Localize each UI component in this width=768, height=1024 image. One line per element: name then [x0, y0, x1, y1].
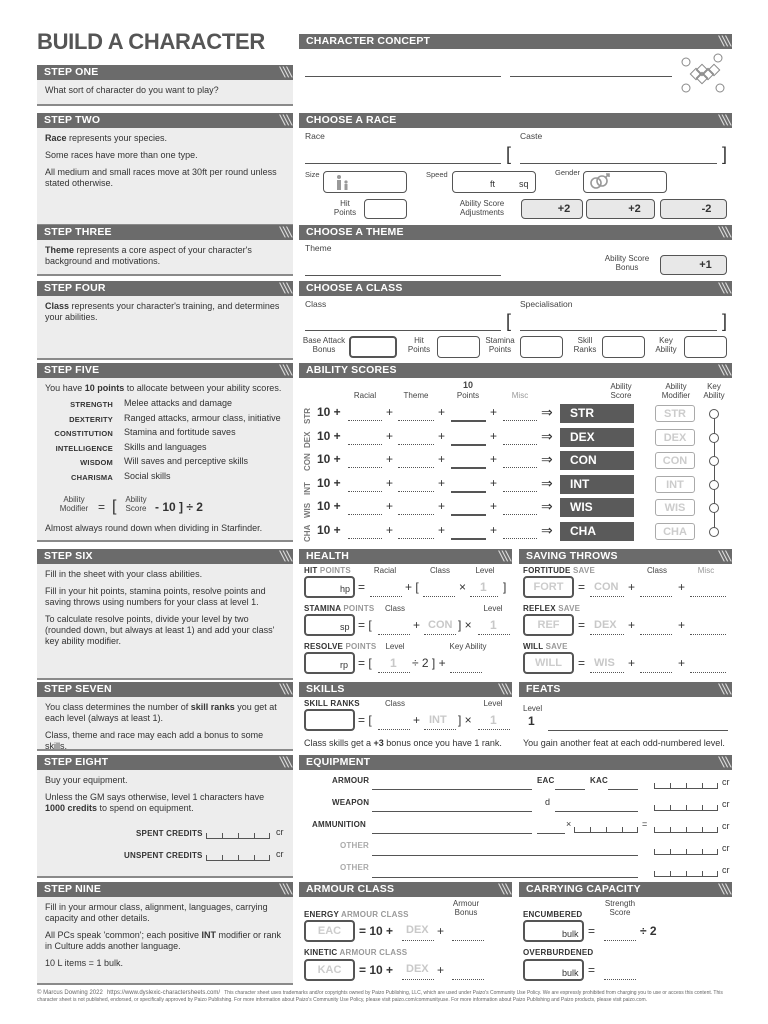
theme-field[interactable] — [398, 491, 434, 492]
step-nine-header: STEP NINE ╲╲╲ — [37, 882, 293, 897]
class-field[interactable] — [305, 330, 501, 331]
step-one-panel — [37, 80, 293, 106]
save-class-field[interactable] — [640, 634, 672, 635]
step-nine-panel: Fill in your armour class, alignment, languages, carrying capacity and other details. All PCs speak 'common'; each positive INT modifier or rank in Culture adds another language. 10 L items = 1 bulk. — [37, 897, 293, 985]
class-skills-note: Class skills get a +3 bonus once you have 1 rank. — [304, 738, 502, 748]
save-ability-field — [590, 672, 624, 673]
save-heading: WILL SAVE — [523, 642, 568, 651]
step-six-header: STEP SIX ╲╲╲ — [37, 549, 293, 564]
other-item-2-field[interactable] — [372, 877, 638, 878]
credits-unit: cr — [722, 865, 730, 875]
class-stamina-field[interactable] — [520, 336, 563, 358]
feats-header: FEATS ╲╲╲ — [519, 682, 732, 697]
arrow-icon: ⇒ — [541, 474, 553, 491]
ability-base: 10 + — [317, 475, 341, 490]
strength-score-field[interactable] — [604, 940, 636, 941]
key-ability-radio[interactable] — [709, 409, 719, 419]
skill-ranks-field[interactable] — [304, 709, 355, 731]
equals-sign: = — [578, 656, 586, 670]
equipment-header: EQUIPMENT ╲╲╲ — [299, 755, 732, 770]
misc-field[interactable] — [503, 420, 537, 421]
points-field[interactable] — [451, 467, 486, 469]
key-ability-radio[interactable] — [709, 503, 719, 513]
save-ability: CON — [594, 581, 619, 593]
save-class-field[interactable] — [640, 596, 672, 597]
step-five-header: STEP FIVE ╲╲╲ — [37, 363, 293, 378]
race-adjustment-3[interactable]: -2 — [660, 199, 727, 219]
plus-sign: + — [386, 499, 394, 513]
ability-name: CONSTITUTION — [54, 429, 113, 439]
sp-class-field[interactable] — [378, 634, 410, 635]
theme-header: CHOOSE A THEME ╲╲╲ — [299, 225, 732, 240]
plus-sign: + — [386, 475, 394, 490]
footer: © Marcus Downing 2022 https://www.dyslexic-charactersheets.com/ This character sheet uses trademarks and/or copyrights owned by Paizo Publishing, LLC, which are used under Paizo's Community Use Policy. We are expressly prohibited from charging you to use or access this content. This character sheet is not published, endorsed, or specifically approved by Paizo Publishing. For more information about Paizo's Community Use Policy, please visit paizo.com/communityuse. For more information about Paizo Publishing and Paizo products, please visit paizo.com. — [37, 990, 723, 1003]
ability-base: 10 + — [317, 428, 341, 443]
plus-sign: + — [386, 452, 394, 466]
equipment-cost-field[interactable] — [654, 798, 718, 811]
feats-note: You gain another feat at each odd-numbered level. — [523, 738, 725, 748]
ability-row-label: STR — [303, 408, 312, 424]
theme-field[interactable] — [398, 444, 434, 445]
save-ability-field — [590, 634, 624, 635]
racial-field[interactable] — [348, 491, 382, 492]
health-header: HEALTH ╲╲╲ — [299, 549, 512, 564]
ability-base: 10 + — [317, 499, 341, 513]
misc-field[interactable] — [503, 491, 537, 492]
racial-field[interactable] — [348, 444, 382, 445]
plus-sign: + — [678, 580, 686, 594]
equals-sign: = — [578, 618, 586, 632]
racial-field[interactable] — [348, 538, 382, 539]
credits-unit: cr — [722, 777, 730, 787]
plus-sign: + — [490, 475, 498, 490]
step-seven-header: STEP SEVEN ╲╲╲ — [37, 682, 293, 697]
plus-sign: + — [438, 475, 446, 490]
plus-sign: + — [386, 428, 394, 443]
equipment-cost-field[interactable] — [654, 820, 718, 833]
ability-row-label: CON — [303, 453, 312, 471]
class-skill-ranks-field[interactable] — [602, 336, 645, 358]
overburdened-value-field[interactable] — [604, 979, 636, 980]
ability-modifier-field[interactable]: INT — [655, 476, 695, 493]
step-two-panel: Race represents your species. Some races have more than one type. All medium and small races move at 30ft per round unless stated otherwise. — [37, 128, 293, 226]
race-adjustment-2[interactable]: +2 — [586, 199, 655, 219]
ability-name: INTELLIGENCE — [55, 443, 113, 453]
save-ability: WIS — [594, 657, 615, 669]
saving-throws-header: SAVING THROWS ╲╲╲ — [519, 549, 732, 564]
ammunition-count-field[interactable] — [537, 833, 565, 834]
points-field[interactable] — [451, 538, 486, 540]
step-seven-panel: You class determines the number of skill ranks you get at each level (always at least 1). Class, theme and race may each add a bonus to some skills. — [37, 697, 293, 751]
ability-scores-header: ABILITY SCORES ╲╲╲ — [299, 363, 732, 378]
gender-icon — [588, 172, 612, 192]
plus-sign: + — [438, 499, 446, 513]
save-ability-field — [590, 596, 624, 597]
class-header: CHOOSE A CLASS ╲╲╲ — [299, 281, 732, 296]
misc-field[interactable] — [503, 444, 537, 445]
armour-class-header: ARMOUR CLASS ╲╲╲ — [299, 882, 512, 897]
ability-modifier-label: Ability Modifier — [59, 495, 89, 513]
concept-line-2[interactable] — [510, 76, 672, 77]
key-ability-radio[interactable] — [709, 433, 719, 443]
arrow-icon: ⇒ — [541, 498, 553, 514]
arrow-icon: ⇒ — [541, 404, 553, 420]
spent-credits-label: SPENT CREDITS — [136, 829, 203, 838]
race-field[interactable] — [305, 163, 501, 164]
plus-sign: + — [678, 656, 686, 670]
ability-score-label: Ability Score — [125, 495, 147, 513]
ability-modifier-field[interactable]: WIS — [655, 499, 695, 516]
ability-desc: Will saves and perceptive skills — [124, 456, 249, 467]
unspent-credits-label: UNSPENT CREDITS — [124, 851, 203, 860]
theme-field[interactable] — [398, 420, 434, 421]
ability-desc: Ranged attacks, armour class, initiative — [124, 412, 281, 423]
ability-modifier-field[interactable]: CHA — [655, 523, 695, 540]
ability-modifier-field[interactable]: CON — [655, 452, 695, 469]
plus-sign: + — [386, 522, 394, 537]
key-ability-radio[interactable] — [709, 527, 719, 537]
ability-score-field[interactable]: INT — [560, 475, 634, 494]
theme-field[interactable] — [398, 538, 434, 539]
equals-sign: = — [578, 580, 586, 594]
rp-key-ability-field[interactable] — [450, 672, 482, 673]
step-eight-panel: Buy your equipment. Unless the GM says otherwise, level 1 characters have 1000 credits to spend on equipment. — [37, 770, 293, 878]
spent-credits-field[interactable] — [206, 826, 270, 839]
save-total-field[interactable]: WILL — [523, 652, 574, 674]
kac-field[interactable]: KAC — [304, 959, 355, 981]
unspent-credits-field[interactable] — [206, 848, 270, 861]
hp-racial-field[interactable] — [370, 596, 402, 597]
step-one-header: STEP ONE ╲╲╲ — [37, 65, 293, 80]
step-eight-header: STEP EIGHT ╲╲╲ — [37, 755, 293, 770]
key-ability-radio[interactable] — [709, 456, 719, 466]
plus-sign: + — [438, 452, 446, 466]
arrow-icon: ⇒ — [541, 521, 553, 538]
ammunition-field[interactable] — [372, 833, 532, 834]
eac-armour-bonus-field[interactable] — [452, 940, 484, 941]
base-attack-field[interactable] — [349, 336, 397, 358]
plus-sign: + — [438, 405, 446, 419]
arrow-icon: ⇒ — [541, 427, 553, 444]
equipment-cost-field[interactable] — [654, 842, 718, 855]
ability-desc: Stamina and fortitude saves — [124, 427, 236, 438]
ability-name: CHARISMA — [70, 473, 113, 482]
ability-score-field[interactable]: CON — [560, 451, 634, 470]
carrying-capacity-header: CARRYING CAPACITY ╲╲╲ — [519, 882, 732, 897]
ability-row-label: INT — [303, 481, 312, 495]
key-ability-radio[interactable] — [709, 480, 719, 490]
credits-unit: cr — [722, 799, 730, 809]
ability-desc: Melee attacks and damage — [124, 398, 233, 408]
step-three-panel: Theme represents a core aspect of your character's background and motivations. — [37, 240, 293, 276]
save-misc-field[interactable] — [690, 634, 726, 635]
ability-name: DEXTERITY — [69, 414, 113, 424]
save-ability: DEX — [594, 619, 617, 631]
ability-name: WISDOM — [80, 458, 113, 468]
other-item-1-field[interactable] — [372, 855, 638, 856]
ability-row-label: CHA — [303, 524, 312, 542]
specialisation-field[interactable] — [520, 330, 717, 331]
save-total-field[interactable]: FORT — [523, 576, 574, 598]
ability-desc: Social skills — [124, 471, 171, 481]
armour-eac-field[interactable] — [555, 789, 585, 790]
step-two-header: STEP TWO ╲╲╲ — [37, 113, 293, 128]
plus-sign: + — [438, 522, 446, 537]
ability-modifier-field[interactable]: DEX — [655, 429, 695, 446]
arrow-icon: ⇒ — [541, 451, 553, 467]
plus-sign: + — [628, 580, 636, 594]
ability-score-field[interactable]: DEX — [560, 428, 634, 447]
armour-field[interactable] — [372, 789, 532, 790]
plus-sign: + — [490, 522, 498, 537]
skills-header: SKILLS ╲╲╲ — [299, 682, 512, 697]
plus-sign: + — [490, 428, 498, 443]
page-title: BUILD A CHARACTER — [37, 29, 265, 54]
step-five-panel: You have 10 points to allocate between your ability scores. — [37, 378, 293, 542]
kac-armour-bonus-field[interactable] — [452, 979, 484, 980]
step-four-panel: Class represents your character's training, and determines your abilities. — [37, 296, 293, 360]
save-heading: REFLEX SAVE — [523, 604, 581, 613]
ammunition-price-field[interactable] — [574, 820, 638, 833]
misc-field[interactable] — [503, 467, 537, 468]
theme-field[interactable] — [398, 514, 434, 515]
step-four-header: STEP FOUR ╲╲╲ — [37, 281, 293, 296]
ability-base: 10 + — [317, 522, 341, 537]
plus-sign: + — [490, 452, 498, 466]
save-misc-field[interactable] — [690, 596, 726, 597]
weapon-damage-field[interactable] — [555, 811, 638, 812]
ability-score-field[interactable]: WIS — [560, 498, 634, 517]
ability-score-field[interactable]: STR — [560, 404, 634, 423]
ability-row-label: WIS — [303, 502, 312, 518]
ability-base: 10 + — [317, 452, 341, 466]
feat-field[interactable] — [548, 730, 728, 731]
size-icon — [333, 174, 351, 192]
armour-kac-field[interactable] — [608, 789, 638, 790]
credits-unit: cr — [722, 821, 730, 831]
save-class-field[interactable] — [640, 672, 672, 673]
racial-field[interactable] — [348, 420, 382, 421]
step-three-header: STEP THREE ╲╲╲ — [37, 225, 293, 240]
race-header: CHOOSE A RACE ╲╲╲ — [299, 113, 732, 128]
dice-logo-icon — [678, 52, 728, 98]
eac-field[interactable]: EAC — [304, 920, 355, 942]
class-hit-points-field[interactable] — [437, 336, 480, 358]
ability-modifier-field[interactable]: STR — [655, 405, 695, 422]
save-heading: FORTITUDE SAVE — [523, 566, 595, 575]
ability-row-label: DEX — [303, 431, 312, 448]
hp-class-field[interactable] — [423, 596, 455, 597]
plus-sign: + — [438, 428, 446, 443]
theme-field[interactable] — [305, 275, 501, 276]
key-ability-field[interactable] — [684, 336, 727, 358]
points-field[interactable] — [451, 444, 486, 446]
points-field[interactable] — [451, 491, 486, 493]
concept-header: CHARACTER CONCEPT ╲╲╲ — [299, 34, 732, 49]
save-misc-field[interactable] — [690, 672, 726, 673]
race-adjustment-1[interactable]: +2 — [521, 199, 583, 219]
race-hit-points-field[interactable] — [364, 199, 407, 219]
concept-line-1[interactable] — [305, 76, 501, 77]
equipment-cost-field[interactable] — [654, 864, 718, 877]
rounding-note: Almost always round down when dividing in Starfinder. — [45, 523, 263, 533]
equipment-cost-field[interactable] — [654, 776, 718, 789]
plus-sign: + — [628, 656, 636, 670]
misc-field[interactable] — [503, 514, 537, 515]
plus-sign: + — [490, 405, 498, 419]
racial-field[interactable] — [348, 514, 382, 515]
plus-sign: + — [386, 405, 394, 419]
ability-name: STRENGTH — [70, 400, 113, 409]
ability-base: 10 + — [317, 405, 341, 419]
plus-sign: + — [628, 618, 636, 632]
save-total-field[interactable]: REF — [523, 614, 574, 636]
points-field[interactable] — [451, 514, 486, 516]
theme-bonus[interactable]: +1 — [660, 255, 727, 275]
ability-score-field[interactable]: CHA — [560, 522, 634, 541]
plus-sign: + — [678, 618, 686, 632]
plus-sign: + — [490, 499, 498, 513]
ability-desc: Skills and languages — [124, 441, 207, 452]
skills-class-field[interactable] — [378, 729, 410, 730]
points-field[interactable] — [451, 420, 486, 422]
theme-field[interactable] — [398, 467, 434, 468]
step-six-panel: Fill in the sheet with your class abilities. Fill in your hit points, stamina points, resolve points and saving throws using numbers for your class at level 1. To calculate resolve points, divide your level by two (rounded down, but always at least 1) and add your class' key ability modifier. — [37, 564, 293, 680]
weapon-field[interactable] — [372, 811, 532, 812]
misc-field[interactable] — [503, 538, 537, 539]
caste-field[interactable] — [520, 163, 717, 164]
racial-field[interactable] — [348, 467, 382, 468]
step-one-text: What sort of character do you want to play? — [45, 85, 219, 95]
credits-unit: cr — [722, 843, 730, 853]
